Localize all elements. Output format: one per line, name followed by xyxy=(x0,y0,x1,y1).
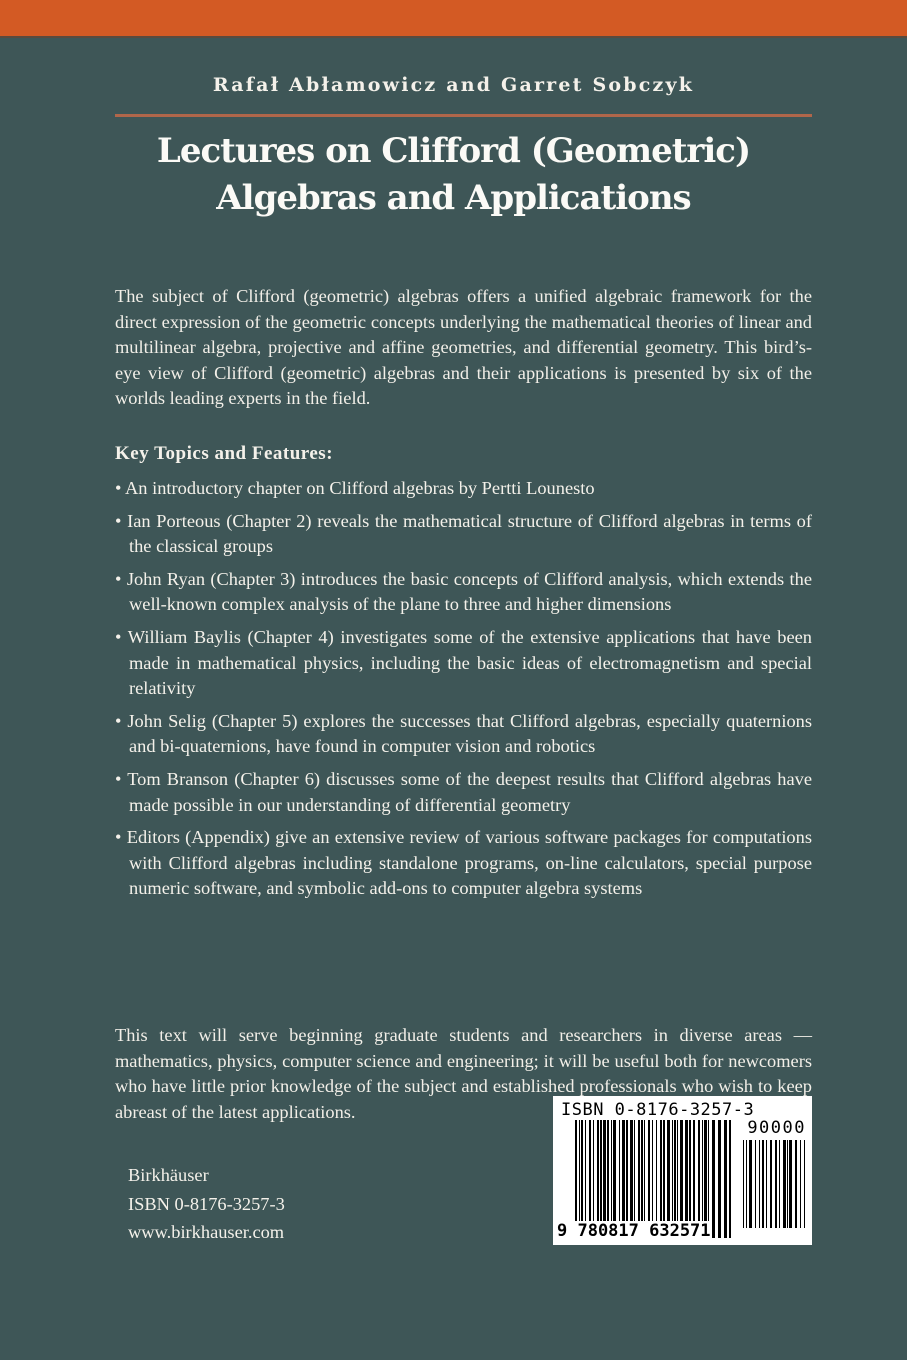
barcode-bar xyxy=(804,1140,805,1228)
barcode-bar xyxy=(755,1140,756,1228)
barcode-bar xyxy=(712,1120,715,1238)
list-item: • Editors (Appendix) give an extensive review of various software packages for computations with Clifford algebras including standalone programs, on-line calculators, special purpose numeric software, and symbolic add-ons to computer algebra systems xyxy=(115,825,812,902)
barcode-bar xyxy=(743,1140,744,1228)
barcode-bar xyxy=(770,1140,772,1228)
key-topics-list xyxy=(115,476,812,909)
barcode-bar xyxy=(783,1140,786,1228)
barcode-bar xyxy=(795,1140,797,1228)
book-title xyxy=(0,128,907,222)
authors: Rafał Abłamowicz and Garret Sobczyk xyxy=(212,74,695,96)
publisher-isbn: ISBN 0-8176-3257-3 xyxy=(128,1193,285,1214)
list-item: • William Baylis (Chapter 4) investigates some of the extensive applications that have been made in mathematical physics, including the basic ideas of electromagnetism and special relativity xyxy=(115,625,812,702)
barcode-bar xyxy=(729,1120,731,1238)
barcode-bar xyxy=(800,1140,801,1228)
barcode-bar xyxy=(746,1140,747,1228)
list-item: • Tom Branson (Chapter 6) discusses some of the deepest results that Clifford algebras have made possible in our understanding of differential geometry xyxy=(115,767,812,818)
key-topics-heading: Key Topics and Features: xyxy=(115,443,334,464)
publisher-info xyxy=(128,1161,285,1247)
barcode-bar xyxy=(775,1140,777,1228)
barcode-bar xyxy=(787,1140,788,1228)
publisher-url: www.birkhauser.com xyxy=(128,1222,285,1242)
barcode-bar xyxy=(749,1140,752,1228)
list-item: • Ian Porteous (Chapter 2) reveals the mathematical structure of Clifford algebras in terms of the classical groups xyxy=(115,509,812,560)
title-line-2: Algebras and Applications xyxy=(216,178,691,218)
barcode xyxy=(553,1096,812,1245)
barcode-bar xyxy=(779,1140,780,1228)
list-item: • John Selig (Chapter 5) explores the successes that Clifford algebras, especially quaternions and bi-quaternions, have found in computer vision and robotics xyxy=(115,709,812,760)
barcode-bar xyxy=(718,1120,721,1238)
barcode-bar xyxy=(759,1140,760,1228)
divider-rule xyxy=(115,114,812,117)
barcode-isbn: ISBN 0-8176-3257-3 xyxy=(561,1100,755,1120)
barcode-bar xyxy=(766,1140,767,1228)
barcode-ean: 9 780817 632571 xyxy=(557,1221,711,1241)
list-item: • An introductory chapter on Clifford algebras by Pertti Lounesto xyxy=(115,476,812,502)
barcode-bar xyxy=(762,1140,764,1228)
top-accent-bar xyxy=(0,0,907,38)
intro-paragraph: The subject of Clifford (geometric) algebras offers a unified algebraic framework for the direct expression of the geometric concepts underlying the mathematical theories of linear and multilinear algebra, projective and affine geometries, and differential geometry. This bird’s-eye view of Clifford (geometric) algebras and their applications is presented by six of the worlds leading experts in the field. xyxy=(115,286,812,409)
title-line-1: Lectures on Clifford (Geometric) xyxy=(156,131,751,171)
barcode-price: 90000 xyxy=(747,1118,806,1138)
publisher-name: Birkhäuser xyxy=(128,1165,209,1185)
barcode-bar xyxy=(789,1140,792,1228)
closing-paragraph: This text will serve beginning graduate students and researchers in diverse areas — mathematics, physics, computer science and engineering; it will be useful both for newcomers who have little prior knowledge of the subject and established professionals who wish to keep abreast of the latest applications. xyxy=(115,1025,812,1122)
barcode-bar xyxy=(724,1120,727,1238)
list-item: • John Ryan (Chapter 3) introduces the basic concepts of Clifford analysis, which extends the well-known complex analysis of the plane to three and higher dimensions xyxy=(115,567,812,618)
